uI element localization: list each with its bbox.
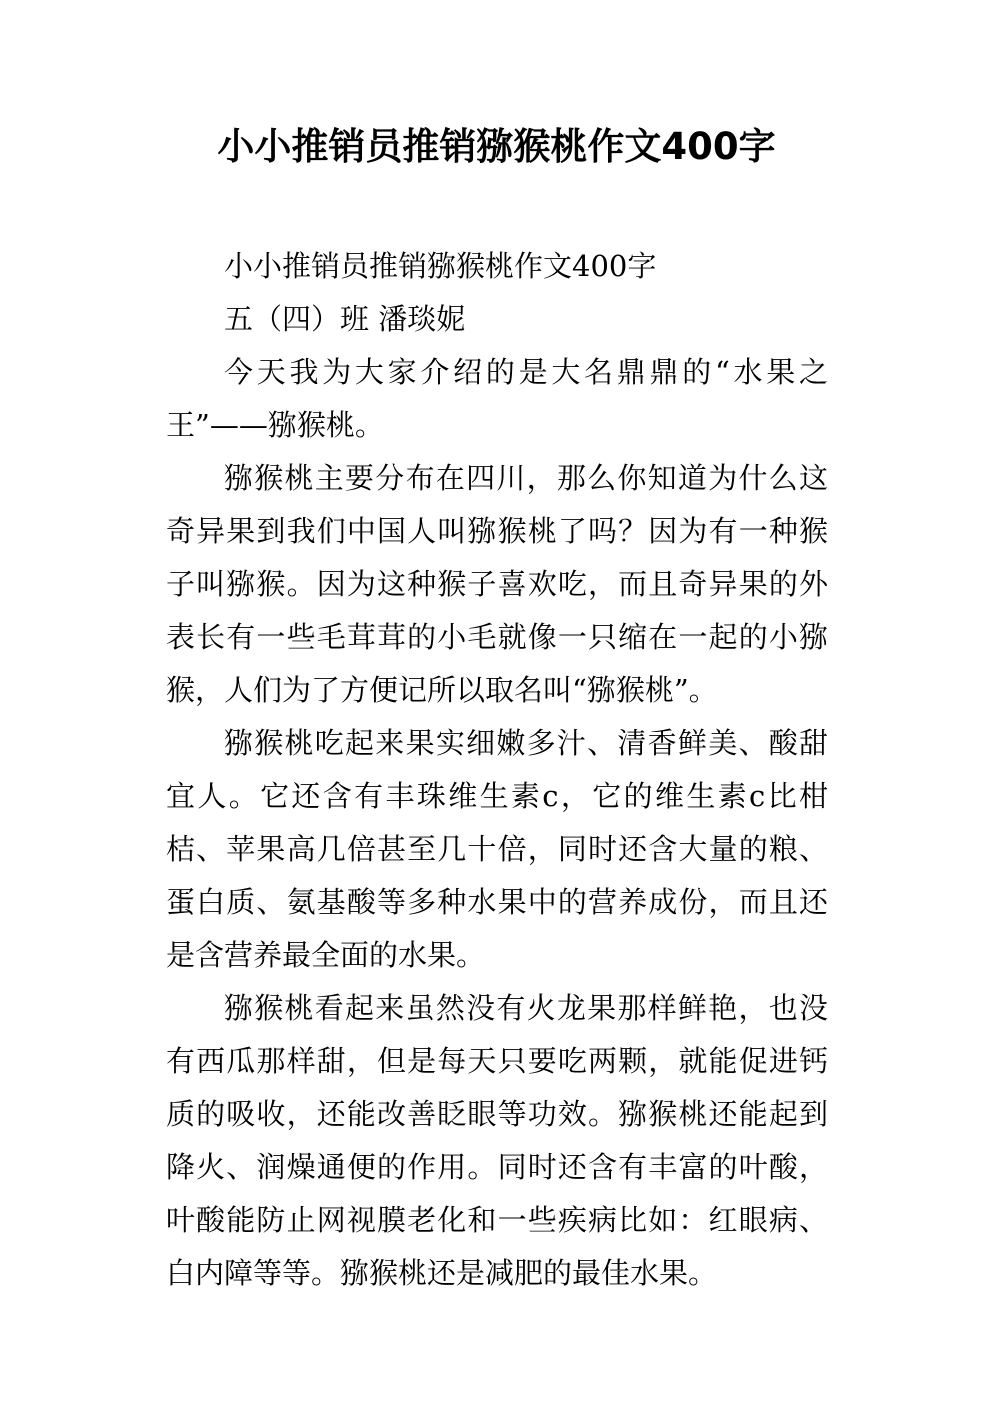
- paragraph-author: 五（四）班 潘琰妮: [224, 302, 466, 336]
- paragraph-intro: 今天我为大家介绍的是大名鼎鼎的“水果之王”——猕猴桃。: [166, 355, 828, 442]
- document-title: 小小推销员推销猕猴桃作文400字: [217, 125, 776, 168]
- paragraph-taste: 猕猴桃吃起来果实细嫩多汁、清香鲜美、酸甜宜人。它还含有丰珠维生素c，它的维生素c比柑桔、苹果高几倍甚至几十倍，同时还含大量的粮、蛋白质、氨基酸等多种水果中的营养成份，而且还是含营养最全面的水果。: [166, 726, 828, 972]
- document-body: [166, 240, 828, 1300]
- paragraph-origin: 猕猴桃主要分布在四川，那么你知道为什么这奇异果到我们中国人叫猕猴桃了吗？因为有一种猴子叫猕猴。因为这种猴子喜欢吃，而且奇异果的外表长有一些毛茸茸的小毛就像一只缩在一起的小猕猴，人们为了方便记所以取名叫“猕猴桃”。: [166, 461, 828, 707]
- paragraph-subtitle: 小小推销员推销猕猴桃作文400字: [224, 249, 657, 283]
- paragraph-benefits: 猕猴桃看起来虽然没有火龙果那样鲜艳，也没有西瓜那样甜，但是每天只要吃两颗，就能促进钙质的吸收，还能改善眨眼等功效。猕猴桃还能起到降火、润燥通便的作用。同时还含有丰富的叶酸，叶酸能防止网视膜老化和一些疾病比如：红眼病、白内障等等。猕猴桃还是减肥的最佳水果。: [166, 991, 828, 1290]
